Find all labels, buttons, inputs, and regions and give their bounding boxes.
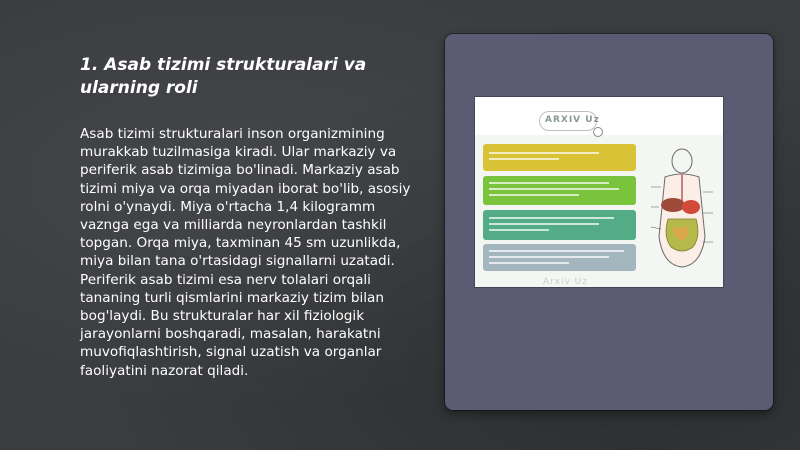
picture-header — [475, 97, 723, 135]
watermark-footer: Arxiv Uz — [543, 277, 588, 287]
info-box-teal — [483, 210, 636, 240]
anatomy-picture — [475, 97, 723, 287]
slide-body-text: Asab tizimi strukturalari inson organizmining murakkab tuzilmasiga kiradi. Ular markaziy va periferik asab tizimiga bo'linadi. Markaziy asab tizimi miya va orqa miyadan iborat bo'lib, asosiy rolni o'ynaydi. Miya o'rtacha 1,4 kilogramm vaznga ega va milliarda neyronlardan tashkil topgan. Orqa miya, taxminan 45 sm uzunlikda, miya bilan tana o'rtasidagi signallarni uzatadi. Periferik asab tizimi esa nerv tolalari orqali tananing turli qismlarini markaziy tizim bilan bog'laydi. Bu strukturalar har xil fiziologik jarayonlarni boshqaradi, masalan, harakatni muvofiqlashtirish, signal uzatish va organlar faoliyatini nazorat qiladi. — [80, 126, 411, 379]
slide-title: 1. Asab tizimi strukturalari va ularning roli — [80, 55, 367, 98]
cursor-ring-icon — [593, 127, 603, 137]
info-box-yellow — [483, 144, 636, 171]
digestive-system-illustration — [643, 147, 721, 272]
info-box-grey — [483, 244, 636, 271]
info-box-green — [483, 176, 636, 205]
watermark-logo: ARXIV Uz — [545, 115, 600, 125]
